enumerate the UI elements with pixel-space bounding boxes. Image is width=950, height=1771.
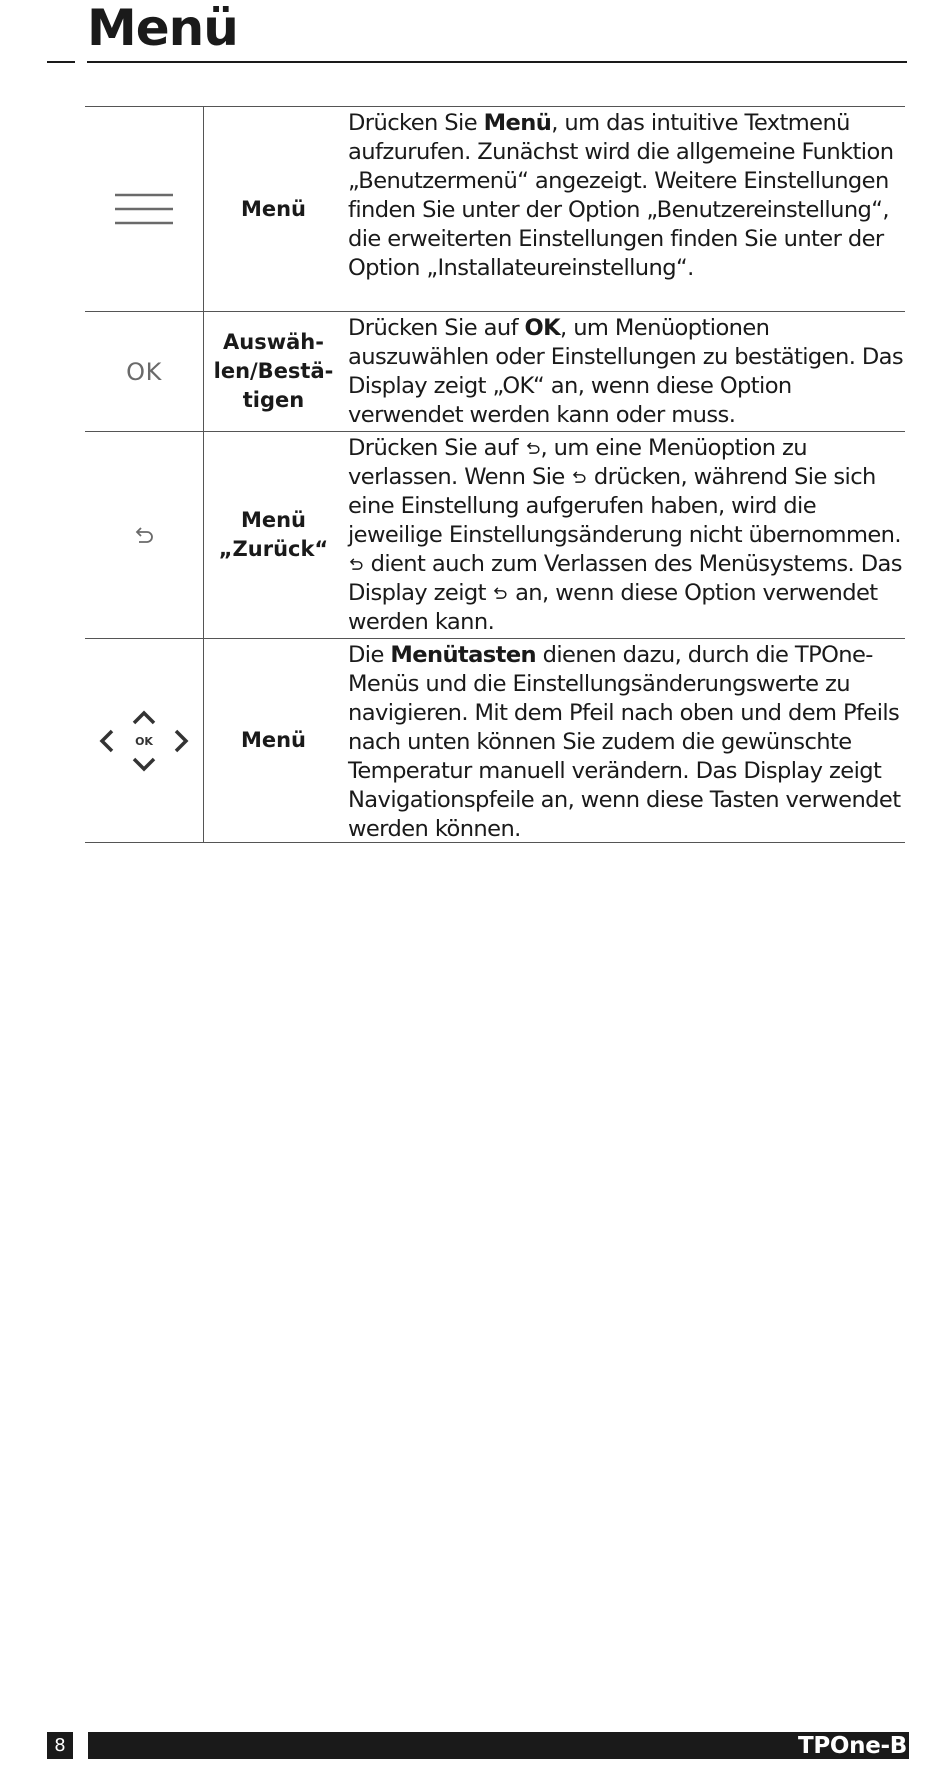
nav-ok-label: OK [135, 734, 153, 748]
table-row [85, 639, 905, 843]
navigation-keys-icon [85, 639, 204, 842]
title-rule-short [47, 61, 75, 63]
key-name-line: Menü [240, 196, 307, 221]
key-description [343, 312, 905, 431]
back-arrow-icon [85, 432, 204, 638]
back-arrow-icon [492, 585, 508, 601]
key-name-line: Menü [240, 728, 307, 752]
key-name [204, 312, 343, 431]
description-text: drücken, während Sie sich eine Einstellung aufgerufen haben, wird die jeweilige Einstellungsänderung nicht übernommen. [348, 464, 901, 548]
page-number: 8 [47, 1732, 73, 1759]
description-text: dienen dazu, durch die TPOne-Menüs und die Einstellungsänderungswerte zu navigieren. Mit dem Pfeil nach oben und dem Pfeils nach unten können Sie zudem die gewünschte Temperatur manuell verändern. Das Display zeigt Navigationspfeile an, wenn diese Tasten verwendet werden können. [348, 642, 901, 842]
description-text: , um das intuitive Textmenü aufzurufen. Zunächst wird die allgemeine Funktion „Benutzermenü“ angezeigt. Weitere Einstellungen finden Sie unter der Option „Benutzereinstellung“, die erweiterten Einstellungen finden Sie unter der Option „Installateureinstellung“. [348, 110, 894, 281]
footer-bar [88, 1732, 909, 1759]
key-description [343, 639, 905, 842]
table-row [85, 312, 905, 432]
table-row [85, 432, 905, 639]
chevron-right-icon [176, 731, 186, 751]
table-row [85, 107, 905, 312]
key-name-line: tigen [242, 388, 305, 412]
hamburger-menu-icon [85, 107, 204, 311]
key-name-line: Menü [240, 508, 307, 532]
key-name-line: „Zurück“ [218, 537, 329, 561]
key-name-line: len/Bestä- [213, 359, 334, 383]
bold-text: Menütasten [390, 642, 537, 668]
key-name [204, 432, 343, 638]
bold-text: OK [524, 315, 561, 341]
description-text: Drücken Sie auf [348, 315, 525, 341]
back-arrow-icon [571, 469, 587, 485]
back-arrow-icon [525, 440, 541, 456]
ok-button-icon [85, 312, 204, 431]
page-title: Menü [87, 0, 238, 57]
back-arrow-icon [348, 556, 364, 572]
description-text: dient auch zum Verlassen des Menüsystems. Das Display zeigt [348, 551, 902, 606]
bold-text: Menü [483, 110, 552, 136]
key-name [204, 107, 343, 311]
key-description [343, 107, 905, 311]
description-text: Drücken Sie auf [348, 435, 525, 461]
chevron-left-icon [102, 731, 112, 751]
ok-button-label: OK [126, 357, 162, 386]
footer-brand: TPOne-B [797, 1733, 907, 1759]
chevron-up-icon [134, 713, 154, 723]
chevron-down-icon [134, 759, 154, 769]
key-name [204, 639, 343, 842]
description-text: , um eine Menüoption zu verlassen. Wenn Sie [348, 435, 808, 490]
description-text: an, wenn diese Option verwendet werden kann. [348, 580, 878, 635]
description-text: Drücken Sie [348, 110, 484, 136]
title-rule [87, 61, 907, 63]
menu-keys-table [85, 106, 905, 843]
description-text: Die [348, 642, 391, 668]
description-text: , um Menüoptionen auszuwählen oder Einstellungen zu bestätigen. Das Display zeigt „OK“ an, wenn diese Option verwendet werden kann oder muss. [348, 315, 904, 428]
key-name-line: Auswäh- [223, 330, 324, 354]
key-description [343, 432, 905, 638]
